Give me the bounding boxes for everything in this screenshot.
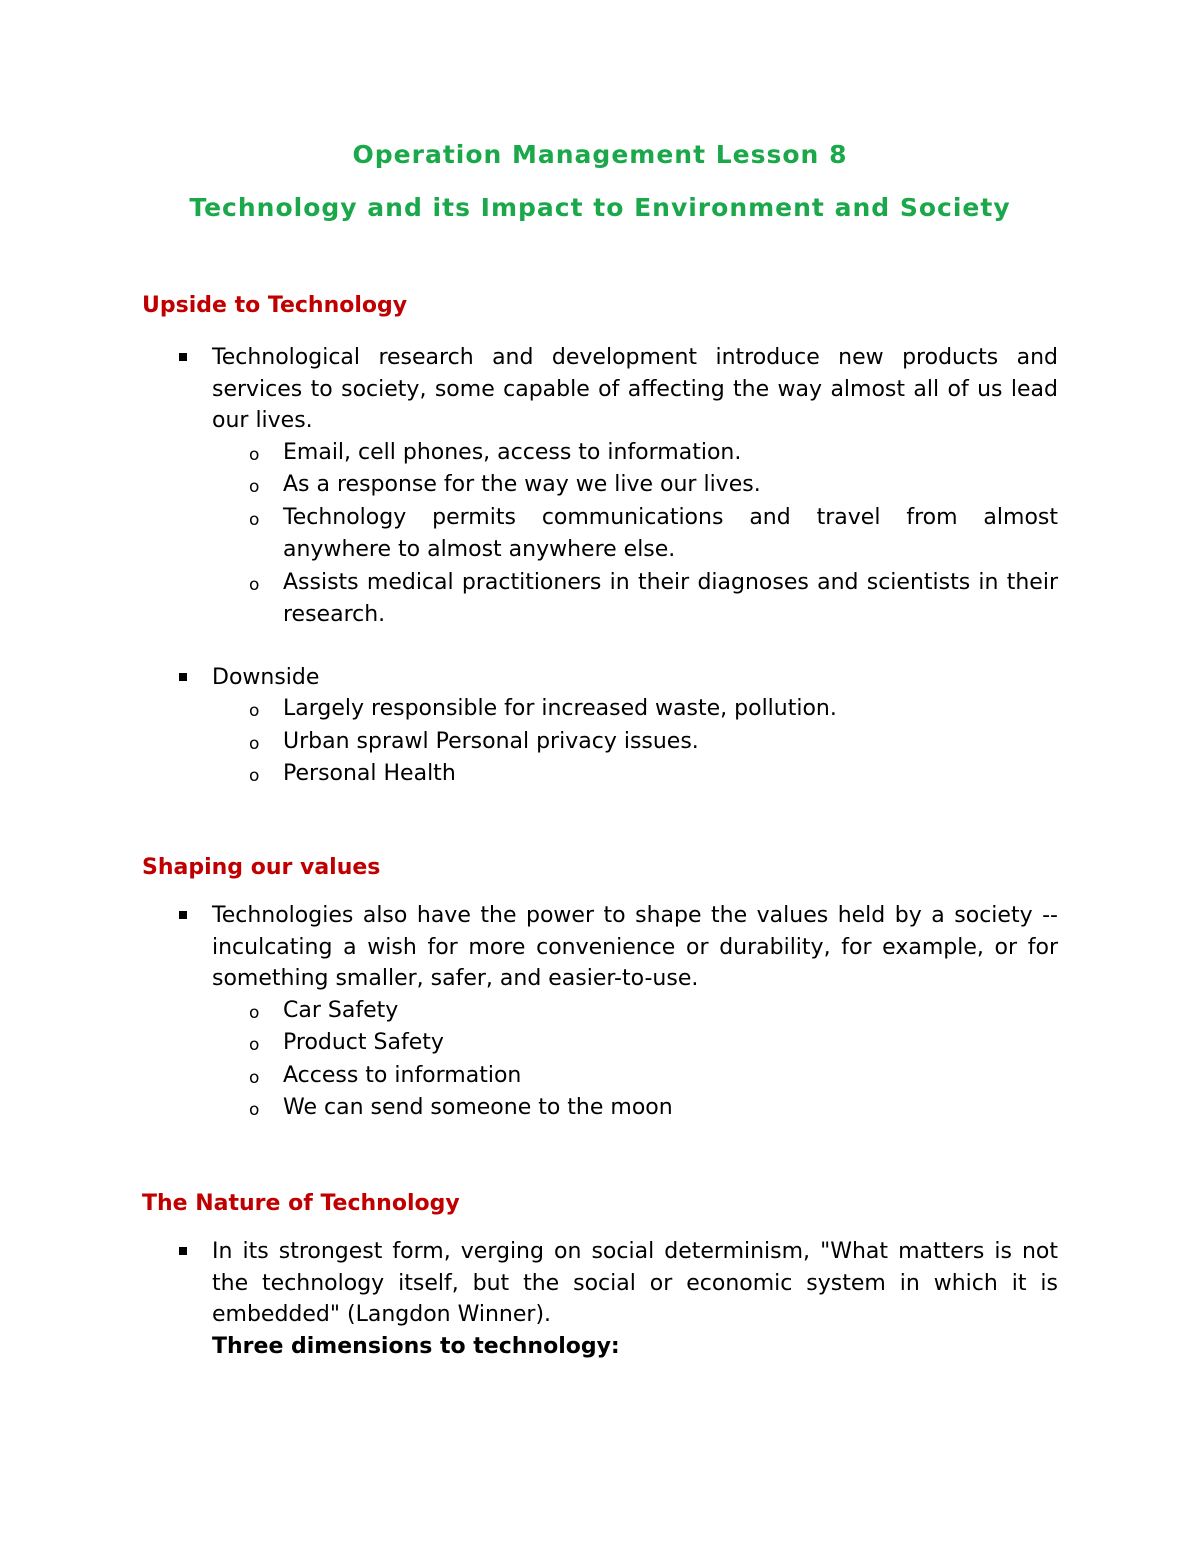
- circle-bullet-icon: o: [249, 766, 260, 786]
- sub-list: [142, 437, 1058, 632]
- circle-bullet-icon: o: [249, 1002, 260, 1023]
- section-shaping-our-values: [142, 852, 1058, 1125]
- circle-bullet-icon: o: [249, 574, 260, 595]
- square-bullet-icon: [179, 911, 187, 919]
- circle-bullet-icon: o: [249, 701, 260, 721]
- sub-list-item: o Car Safety: [142, 995, 1058, 1028]
- bullet-text: Downside: [212, 664, 320, 690]
- sub-list-item: o We can send someone to the moon: [142, 1092, 1058, 1125]
- sub-list-item: o Urban sprawl Personal privacy issues.: [142, 726, 1058, 759]
- circle-bullet-icon: o: [249, 1067, 260, 1088]
- circle-bullet-icon: o: [249, 477, 260, 497]
- bullet-text: Technological research and development introduce new products and services to society, some capable of affecting the way almost all of us lead our lives.: [212, 345, 1058, 433]
- section-heading: Shaping our values: [142, 855, 381, 880]
- section-heading: The Nature of Technology: [142, 1191, 460, 1216]
- sub-list-item: o Product Safety: [142, 1027, 1058, 1060]
- square-bullet-icon: [179, 1247, 187, 1255]
- section-upside-to-technology: [142, 290, 1058, 791]
- square-bullet-icon: [179, 673, 187, 681]
- bullet-item: [142, 1236, 1058, 1362]
- square-bullet-icon: [179, 353, 187, 361]
- emphasis-text: Three dimensions to technology:: [212, 1333, 620, 1359]
- bullet-text: Technologies also have the power to shape the values held by a society -- inculcating a wish for more convenience or durability, for example, or for something smaller, safer, and easier-to-use.: [212, 903, 1058, 991]
- bullet-item: [142, 342, 1058, 437]
- document-subtitle: Technology and its Impact to Environment and Society: [189, 193, 1011, 222]
- circle-bullet-icon: o: [249, 1100, 260, 1120]
- sub-list-item: o Assists medical practitioners in their diagnoses and scientists in their research.: [142, 567, 1058, 632]
- circle-bullet-icon: o: [249, 444, 260, 465]
- bullet-item: [142, 900, 1058, 995]
- sub-list: [142, 995, 1058, 1125]
- sub-list-item: o Technology permits communications and travel from almost anywhere to almost anywhere else.: [142, 502, 1058, 567]
- circle-bullet-icon: o: [249, 1035, 260, 1055]
- sub-list: [142, 693, 1058, 791]
- bullet-text: In its strongest form, verging on social determinism, "What matters is not the technology itself, but the social or economic system in which it is embedded" (Langdon Winner).: [212, 1239, 1058, 1327]
- sub-list-item: o As a response for the way we live our lives.: [142, 469, 1058, 502]
- sub-list-item: o Largely responsible for increased waste, pollution.: [142, 693, 1058, 726]
- circle-bullet-icon: o: [249, 733, 260, 754]
- bullet-item: [142, 662, 1058, 694]
- sub-list-item: o Access to information: [142, 1060, 1058, 1093]
- section-nature-of-technology: [142, 1188, 1058, 1362]
- sub-list-item: o Personal Health: [142, 758, 1058, 791]
- document-title: Operation Management Lesson 8: [352, 140, 848, 169]
- circle-bullet-icon: o: [249, 509, 260, 530]
- section-heading: Upside to Technology: [142, 293, 408, 318]
- sub-list-item: o Email, cell phones, access to information.: [142, 437, 1058, 470]
